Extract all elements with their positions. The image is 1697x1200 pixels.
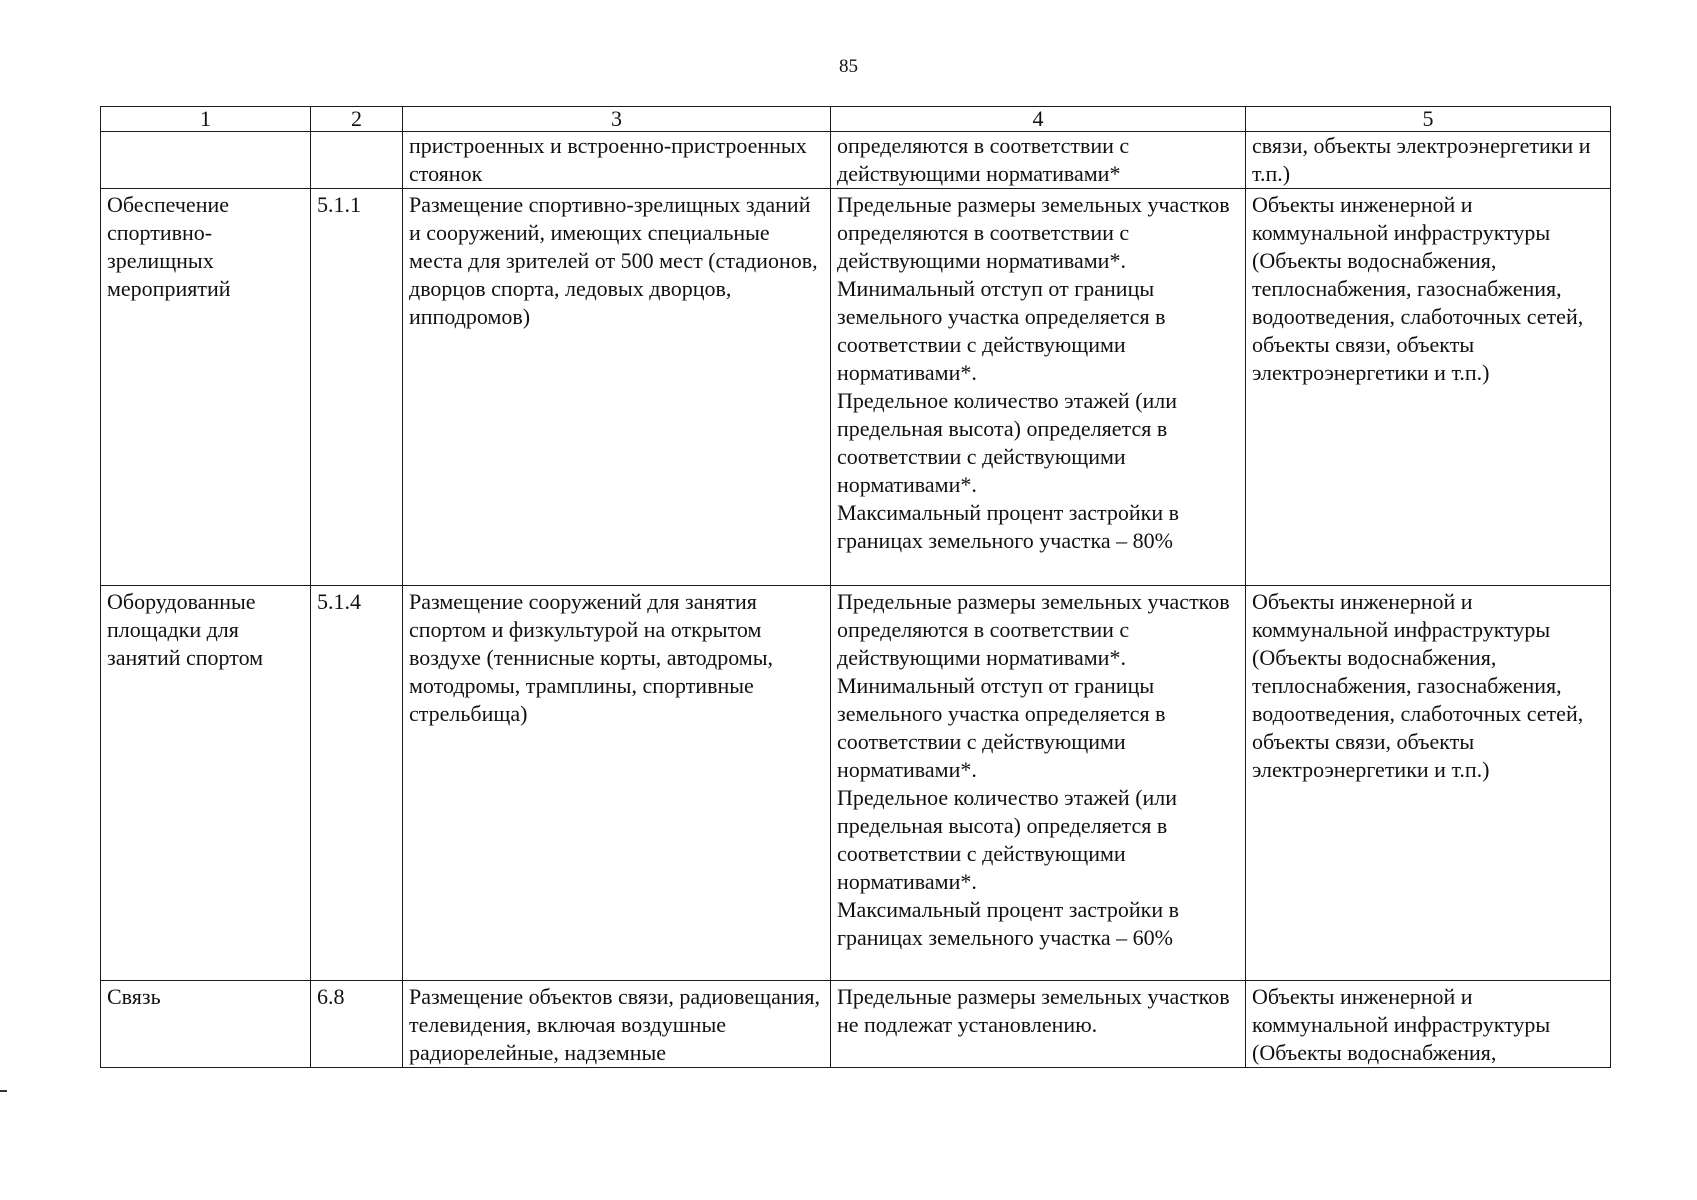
parameter-line: Предельное количество этажей (или предельная высота) определяется в соответствии с действующими нормативами*. — [837, 785, 1178, 894]
parameter-line: Максимальный процент застройки в границах земельного участка – 80% — [837, 500, 1179, 553]
parameters-cell — [831, 586, 1246, 981]
auxiliary-use-cell: Объекты инженерной и коммунальной инфраструктуры (Объекты водоснабжения, — [1246, 981, 1611, 1068]
parameters-cell — [831, 189, 1246, 586]
parameter-line: Предельные размеры земельных участков определяются в соответствии с действующими нормативами*. — [837, 192, 1230, 273]
use-name-cell: Оборудованные площадки для занятий спортом — [101, 586, 311, 981]
table-row — [101, 189, 1611, 586]
parameters-cell — [831, 132, 1246, 189]
use-name-cell — [101, 132, 311, 189]
auxiliary-use-cell: Объекты инженерной и коммунальной инфраструктуры (Объекты водоснабжения, теплоснабжения, газоснабжения, водоотведения, слаботочных сетей, объекты связи, объекты электроэнергетики и т.п.) — [1246, 189, 1611, 586]
use-name-cell: Обеспечение спортивно-зрелищных мероприятий — [101, 189, 311, 586]
auxiliary-use-cell: Объекты инженерной и коммунальной инфраструктуры (Объекты водоснабжения, теплоснабжения, газоснабжения, водоотведения, слаботочных сетей, объекты связи, объекты электроэнергетики и т.п.) — [1246, 586, 1611, 981]
land-use-table — [100, 106, 1611, 1068]
use-name-cell: Связь — [101, 981, 311, 1068]
parameter-line: Предельное количество этажей (или предельная высота) определяется в соответствии с действующими нормативами*. — [837, 388, 1178, 497]
parameter-line: Предельные размеры земельных участков определяются в соответствии с действующими нормативами*. — [837, 589, 1230, 670]
page-number: 85 — [839, 56, 858, 77]
use-code-cell: 6.8 — [311, 981, 403, 1068]
use-code-cell: 5.1.1 — [311, 189, 403, 586]
parameter-line: Максимальный процент застройки в границах земельного участка – 60% — [837, 897, 1179, 950]
column-number-row — [101, 107, 1611, 132]
parameter-line: Предельные размеры земельных участков не подлежат установлению. — [837, 984, 1230, 1037]
use-description-cell: пристроенных и встроенно-пристроенных стоянок — [403, 132, 831, 189]
use-code-cell: 5.1.4 — [311, 586, 403, 981]
column-number-1: 1 — [101, 107, 311, 132]
parameter-line: Минимальный отступ от границы земельного участка определяется в соответствии с действующими нормативами*. — [837, 673, 1166, 782]
use-description-cell: Размещение объектов связи, радиовещания, телевидения, включая воздушные радиорелейные, надземные — [403, 981, 831, 1068]
column-number-4: 4 — [831, 107, 1246, 132]
table-row — [101, 586, 1611, 981]
table-row — [101, 981, 1611, 1068]
column-number-3: 3 — [403, 107, 831, 132]
margin-mark — [0, 1090, 7, 1092]
parameters-cell — [831, 981, 1246, 1068]
use-description-cell: Размещение сооружений для занятия спортом и физкультурой на открытом воздухе (теннисные корты, автодромы, мотодромы, трамплины, спортивные стрельбища) — [403, 586, 831, 981]
column-number-2: 2 — [311, 107, 403, 132]
use-description-cell: Размещение спортивно-зрелищных зданий и сооружений, имеющих специальные места для зрителей от 500 мест (стадионов, дворцов спорта, ледовых дворцов, ипподромов) — [403, 189, 831, 586]
auxiliary-use-cell: связи, объекты электроэнергетики и т.п.) — [1246, 132, 1611, 189]
table-row — [101, 132, 1611, 189]
parameter-line: Минимальный отступ от границы земельного участка определяется в соответствии с действующими нормативами*. — [837, 276, 1166, 385]
parameter-line: определяются в соответствии с действующими нормативами* — [837, 133, 1130, 186]
column-number-5: 5 — [1246, 107, 1611, 132]
use-code-cell — [311, 132, 403, 189]
